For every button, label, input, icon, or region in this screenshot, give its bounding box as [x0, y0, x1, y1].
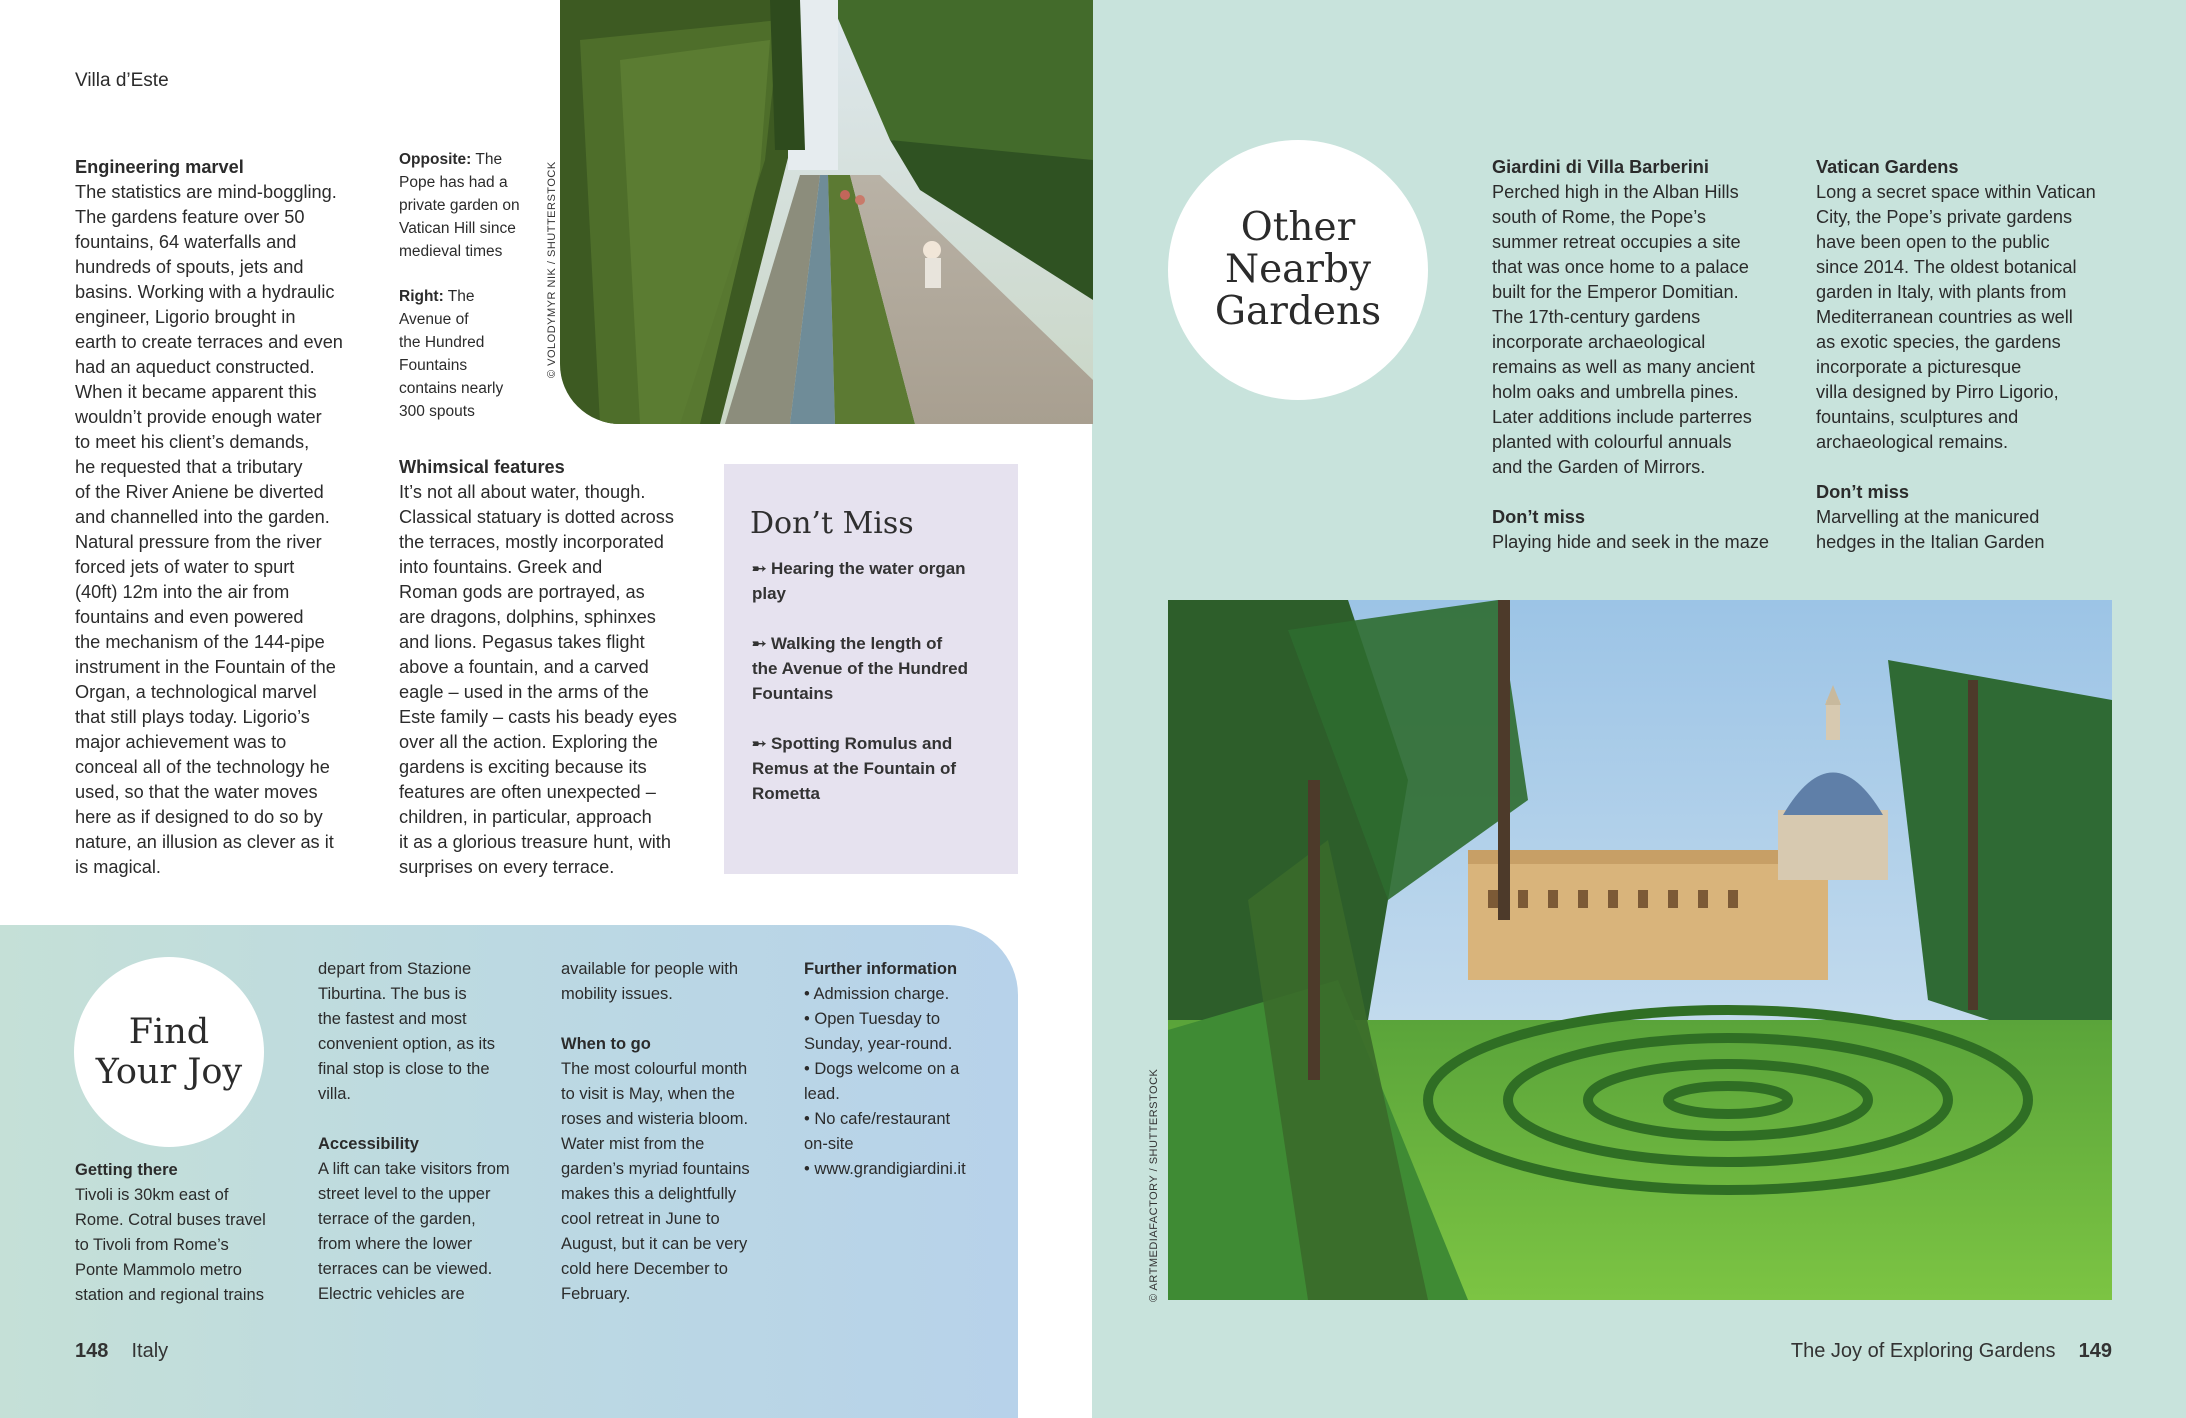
body-line: engineer, Ligorio brought in: [75, 307, 296, 327]
accessibility-heading: Accessibility: [318, 1135, 419, 1153]
body-line: hundreds of spouts, jets and: [75, 257, 304, 277]
info-line: garden’s myriad fountains: [561, 1160, 750, 1178]
accessibility-continued: [561, 957, 791, 1007]
body-line: hedges in the Italian Garden: [1816, 532, 2045, 552]
further-information-heading: Further information: [804, 960, 958, 978]
barberini-dont-miss-text: Playing hide and seek in the maze: [1492, 532, 1770, 552]
body-line: above a fountain, and a carved: [399, 657, 649, 677]
photo-credit-left: © VOLODYMYR NIK / SHUTTERSTOCK: [546, 161, 558, 378]
photo-credit-right: © ARTMEDIAFACTORY / SHUTTERSTOCK: [1148, 1068, 1160, 1302]
info-line: station and regional trains: [75, 1286, 264, 1304]
body-line: he requested that a tributary: [75, 457, 303, 477]
whimsical-section: [399, 455, 709, 880]
book-title: The Joy of Exploring Gardens: [1790, 1340, 2056, 1362]
caption-line: 300 spouts: [399, 403, 475, 420]
info-line: • www.grandigiardini.it: [804, 1160, 966, 1178]
body-line: children, in particular, approach: [399, 807, 652, 827]
body-line: and the Garden of Mirrors.: [1492, 457, 1706, 477]
body-line: City, the Pope’s private gardens: [1816, 207, 2073, 227]
body-line: archaeological remains.: [1816, 432, 2009, 452]
when-to-go-body: [561, 1057, 791, 1307]
barberini-heading: Giardini di Villa Barberini: [1492, 157, 1709, 177]
body-line: had an aqueduct constructed.: [75, 357, 315, 377]
getting-there-section: [75, 1158, 295, 1308]
caption-right: Right: The Avenue of the Hundred Fountains contains nearly 300 spouts: [399, 285, 549, 423]
body-line: Long a secret space within Vatican: [1816, 182, 2096, 202]
body-line: Later additions include parterres: [1492, 407, 1752, 427]
body-line: the terraces, mostly incorporated: [399, 532, 664, 552]
body-line: (40ft) 12m into the air from: [75, 582, 290, 602]
info-line: cool retreat in June to: [561, 1210, 720, 1228]
body-line: Perched high in the Alban Hills: [1492, 182, 1739, 202]
body-line: into fountains. Greek and: [399, 557, 603, 577]
body-line: The statistics are mind-boggling.: [75, 182, 337, 202]
body-line: Mediterranean countries as well: [1816, 307, 2073, 327]
caption-line: private garden on: [399, 197, 520, 214]
info-line: • Dogs welcome on a: [804, 1060, 960, 1078]
body-line: is magical.: [75, 857, 161, 877]
caption-line: Pope has had a: [399, 174, 508, 191]
getting-there-body: [75, 1183, 295, 1308]
body-line: Classical statuary is dotted across: [399, 507, 674, 527]
info-line: on-site: [804, 1135, 854, 1153]
vatican-photo-illustration: [1168, 600, 2112, 1300]
info-line: Water mist from the: [561, 1135, 705, 1153]
body-line: surprises on every terrace.: [399, 857, 615, 877]
photo-captions: [399, 148, 549, 423]
vatican-heading: Vatican Gardens: [1816, 157, 1959, 177]
right-footer: [1791, 1340, 2112, 1363]
body-line: When it became apparent this: [75, 382, 317, 402]
arrow-icon: ➸: [752, 734, 771, 753]
other-nearby-gardens-title: Other Nearby Gardens: [1214, 205, 1382, 334]
body-line: instrument in the Fountain of the: [75, 657, 336, 677]
body-line: Este family – casts his beady eyes: [399, 707, 677, 727]
body-line: Natural pressure from the river: [75, 532, 322, 552]
body-line: It’s not all about water, though.: [399, 482, 646, 502]
body-line: Organ, a technological marvel: [75, 682, 317, 702]
info-line: Electric vehicles are: [318, 1285, 465, 1303]
body-line: south of Rome, the Pope’s: [1492, 207, 1707, 227]
info-line: from where the lower: [318, 1235, 473, 1253]
body-line: and channelled into the garden.: [75, 507, 330, 527]
body-line: incorporate archaeological: [1492, 332, 1706, 352]
info-line: Tiburtina. The bus is: [318, 985, 467, 1003]
info-line: villa.: [318, 1085, 352, 1103]
body-line: earth to create terraces and even: [75, 332, 343, 352]
vatican-gardens-photo: [1168, 600, 2112, 1300]
vatican-section: [1816, 155, 2126, 555]
caption-line: Avenue of: [399, 311, 469, 328]
info-line: convenient option, as its: [318, 1035, 496, 1053]
body-line: to meet his client’s demands,: [75, 432, 310, 452]
body-line: are dragons, dolphins, sphinxes: [399, 607, 656, 627]
engineering-body: [75, 180, 375, 880]
body-line: built for the Emperor Domitian.: [1492, 282, 1739, 302]
info-line: mobility issues.: [561, 985, 673, 1003]
engineering-heading: Engineering marvel: [75, 157, 244, 177]
info-line: depart from Stazione: [318, 960, 472, 978]
info-line: Tivoli is 30km east of: [75, 1186, 229, 1204]
vatican-dont-miss-heading: Don’t miss: [1816, 482, 1909, 502]
caption-line: Vatican Hill since: [399, 220, 516, 237]
page-number-right: 149: [2078, 1340, 2112, 1362]
page-number-left: 148: [75, 1340, 109, 1362]
getting-there-continued: [318, 957, 548, 1107]
dont-miss-title: Don’t Miss: [750, 506, 914, 541]
info-line: street level to the upper: [318, 1185, 491, 1203]
body-line: of the River Aniene be diverted: [75, 482, 324, 502]
body-line: fountains, 64 waterfalls and: [75, 232, 297, 252]
body-line: it as a glorious treasure hunt, with: [399, 832, 671, 852]
body-line: Roman gods are portrayed, as: [399, 582, 645, 602]
vatican-dont-miss-text: [1816, 505, 2126, 555]
caption-line: medieval times: [399, 243, 503, 260]
body-line: holm oaks and umbrella pines.: [1492, 382, 1739, 402]
body-line: garden in Italy, with plants from: [1816, 282, 2067, 302]
barberini-section: [1492, 155, 1802, 555]
whimsical-body: [399, 480, 709, 880]
body-line: remains as well as many ancient: [1492, 357, 1755, 377]
info-line: Sunday, year-round.: [804, 1035, 953, 1053]
other-nearby-gardens-circle: [1168, 140, 1428, 400]
body-line: forced jets of water to spurt: [75, 557, 295, 577]
body-line: fountains and even powered: [75, 607, 304, 627]
body-line: gardens is exciting because its: [399, 757, 647, 777]
vatican-body: [1816, 180, 2126, 455]
dont-miss-item: ➸ Walking the length of the Avenue of the Hundred Fountains: [752, 634, 968, 703]
body-line: The gardens feature over 50: [75, 207, 305, 227]
info-line: to visit is May, when the: [561, 1085, 735, 1103]
body-line: since 2014. The oldest botanical: [1816, 257, 2077, 277]
info-line: the fastest and most: [318, 1010, 467, 1028]
body-line: as exotic species, the gardens: [1816, 332, 2061, 352]
info-line: Rome. Cotral buses travel: [75, 1211, 266, 1229]
getting-there-heading: Getting there: [75, 1161, 178, 1179]
left-footer: [75, 1340, 168, 1363]
joy-column-3: [561, 957, 791, 1307]
body-line: villa designed by Pirro Ligorio,: [1816, 382, 2059, 402]
arrow-icon: ➸: [752, 634, 771, 653]
avenue-photo-illustration: [560, 0, 1093, 424]
info-line: to Tivoli from Rome’s: [75, 1236, 229, 1254]
body-line: conceal all of the technology he: [75, 757, 330, 777]
body-line: nature, an illusion as clever as it: [75, 832, 334, 852]
dont-miss-box: [724, 464, 1018, 874]
body-line: basins. Working with a hydraulic: [75, 282, 335, 302]
section-name: Italy: [131, 1340, 169, 1362]
body-line: the mechanism of the 144-pipe: [75, 632, 325, 652]
body-line: Marvelling at the manicured: [1816, 507, 2040, 527]
running-head: Villa d’Este: [75, 70, 169, 91]
body-line: and lions. Pegasus takes flight: [399, 632, 645, 652]
info-line: available for people with: [561, 960, 739, 978]
body-line: summer retreat occupies a site: [1492, 232, 1741, 252]
info-line: final stop is close to the: [318, 1060, 490, 1078]
accessibility-body: [318, 1157, 548, 1307]
body-line: incorporate a picturesque: [1816, 357, 2022, 377]
body-line: wouldn’t provide enough water: [75, 407, 322, 427]
info-line: February.: [561, 1285, 631, 1303]
info-line: Ponte Mammolo metro: [75, 1261, 242, 1279]
info-line: The most colourful month: [561, 1060, 748, 1078]
body-line: used, so that the water moves: [75, 782, 318, 802]
info-line: August, but it can be very: [561, 1235, 748, 1253]
info-line: roses and wisteria bloom.: [561, 1110, 749, 1128]
barberini-body: [1492, 180, 1802, 480]
info-line: terrace of the garden,: [318, 1210, 476, 1228]
caption-line: Fountains: [399, 357, 468, 374]
info-line: lead.: [804, 1085, 840, 1103]
info-line: cold here December to: [561, 1260, 728, 1278]
info-line: makes this a delightfully: [561, 1185, 737, 1203]
body-line: major achievement was to: [75, 732, 287, 752]
body-line: The 17th-century gardens: [1492, 307, 1701, 327]
further-information-section: [804, 957, 1014, 1182]
body-line: fountains, sculptures and: [1816, 407, 2019, 427]
find-your-joy-circle: [74, 957, 264, 1147]
joy-column-2: [318, 957, 548, 1307]
info-line: • Open Tuesday to: [804, 1010, 941, 1028]
avenue-of-fountains-photo: [560, 0, 1093, 424]
body-line: that was once home to a palace: [1492, 257, 1749, 277]
caption-opposite: Opposite: The Pope has had a private garden on Vatican Hill since medieval times: [399, 148, 549, 263]
body-line: features are often unexpected –: [399, 782, 656, 802]
engineering-section: [75, 155, 375, 880]
body-line: that still plays today. Ligorio’s: [75, 707, 310, 727]
body-line: over all the action. Exploring the: [399, 732, 658, 752]
body-line: here as if designed to do so by: [75, 807, 323, 827]
further-information-body: [804, 982, 1014, 1182]
info-line: • Admission charge.: [804, 985, 950, 1003]
caption-line: the Hundred: [399, 334, 485, 351]
find-your-joy-title: Find Your Joy: [95, 1012, 243, 1092]
body-line: have been open to the public: [1816, 232, 2050, 252]
arrow-icon: ➸: [752, 559, 771, 578]
dont-miss-item: ➸ Hearing the water organ play: [752, 559, 966, 603]
info-line: A lift can take visitors from: [318, 1160, 510, 1178]
body-line: planted with colourful annuals: [1492, 432, 1732, 452]
info-line: • No cafe/restaurant: [804, 1110, 951, 1128]
whimsical-heading: Whimsical features: [399, 457, 565, 477]
info-line: terraces can be viewed.: [318, 1260, 493, 1278]
barberini-dont-miss-heading: Don’t miss: [1492, 507, 1585, 527]
when-to-go-heading: When to go: [561, 1035, 651, 1053]
body-line: eagle – used in the arms of the: [399, 682, 649, 702]
dont-miss-item: ➸ Spotting Romulus and Remus at the Fountain of Rometta: [752, 734, 956, 803]
dont-miss-list: [752, 556, 1012, 831]
caption-line: contains nearly: [399, 380, 504, 397]
